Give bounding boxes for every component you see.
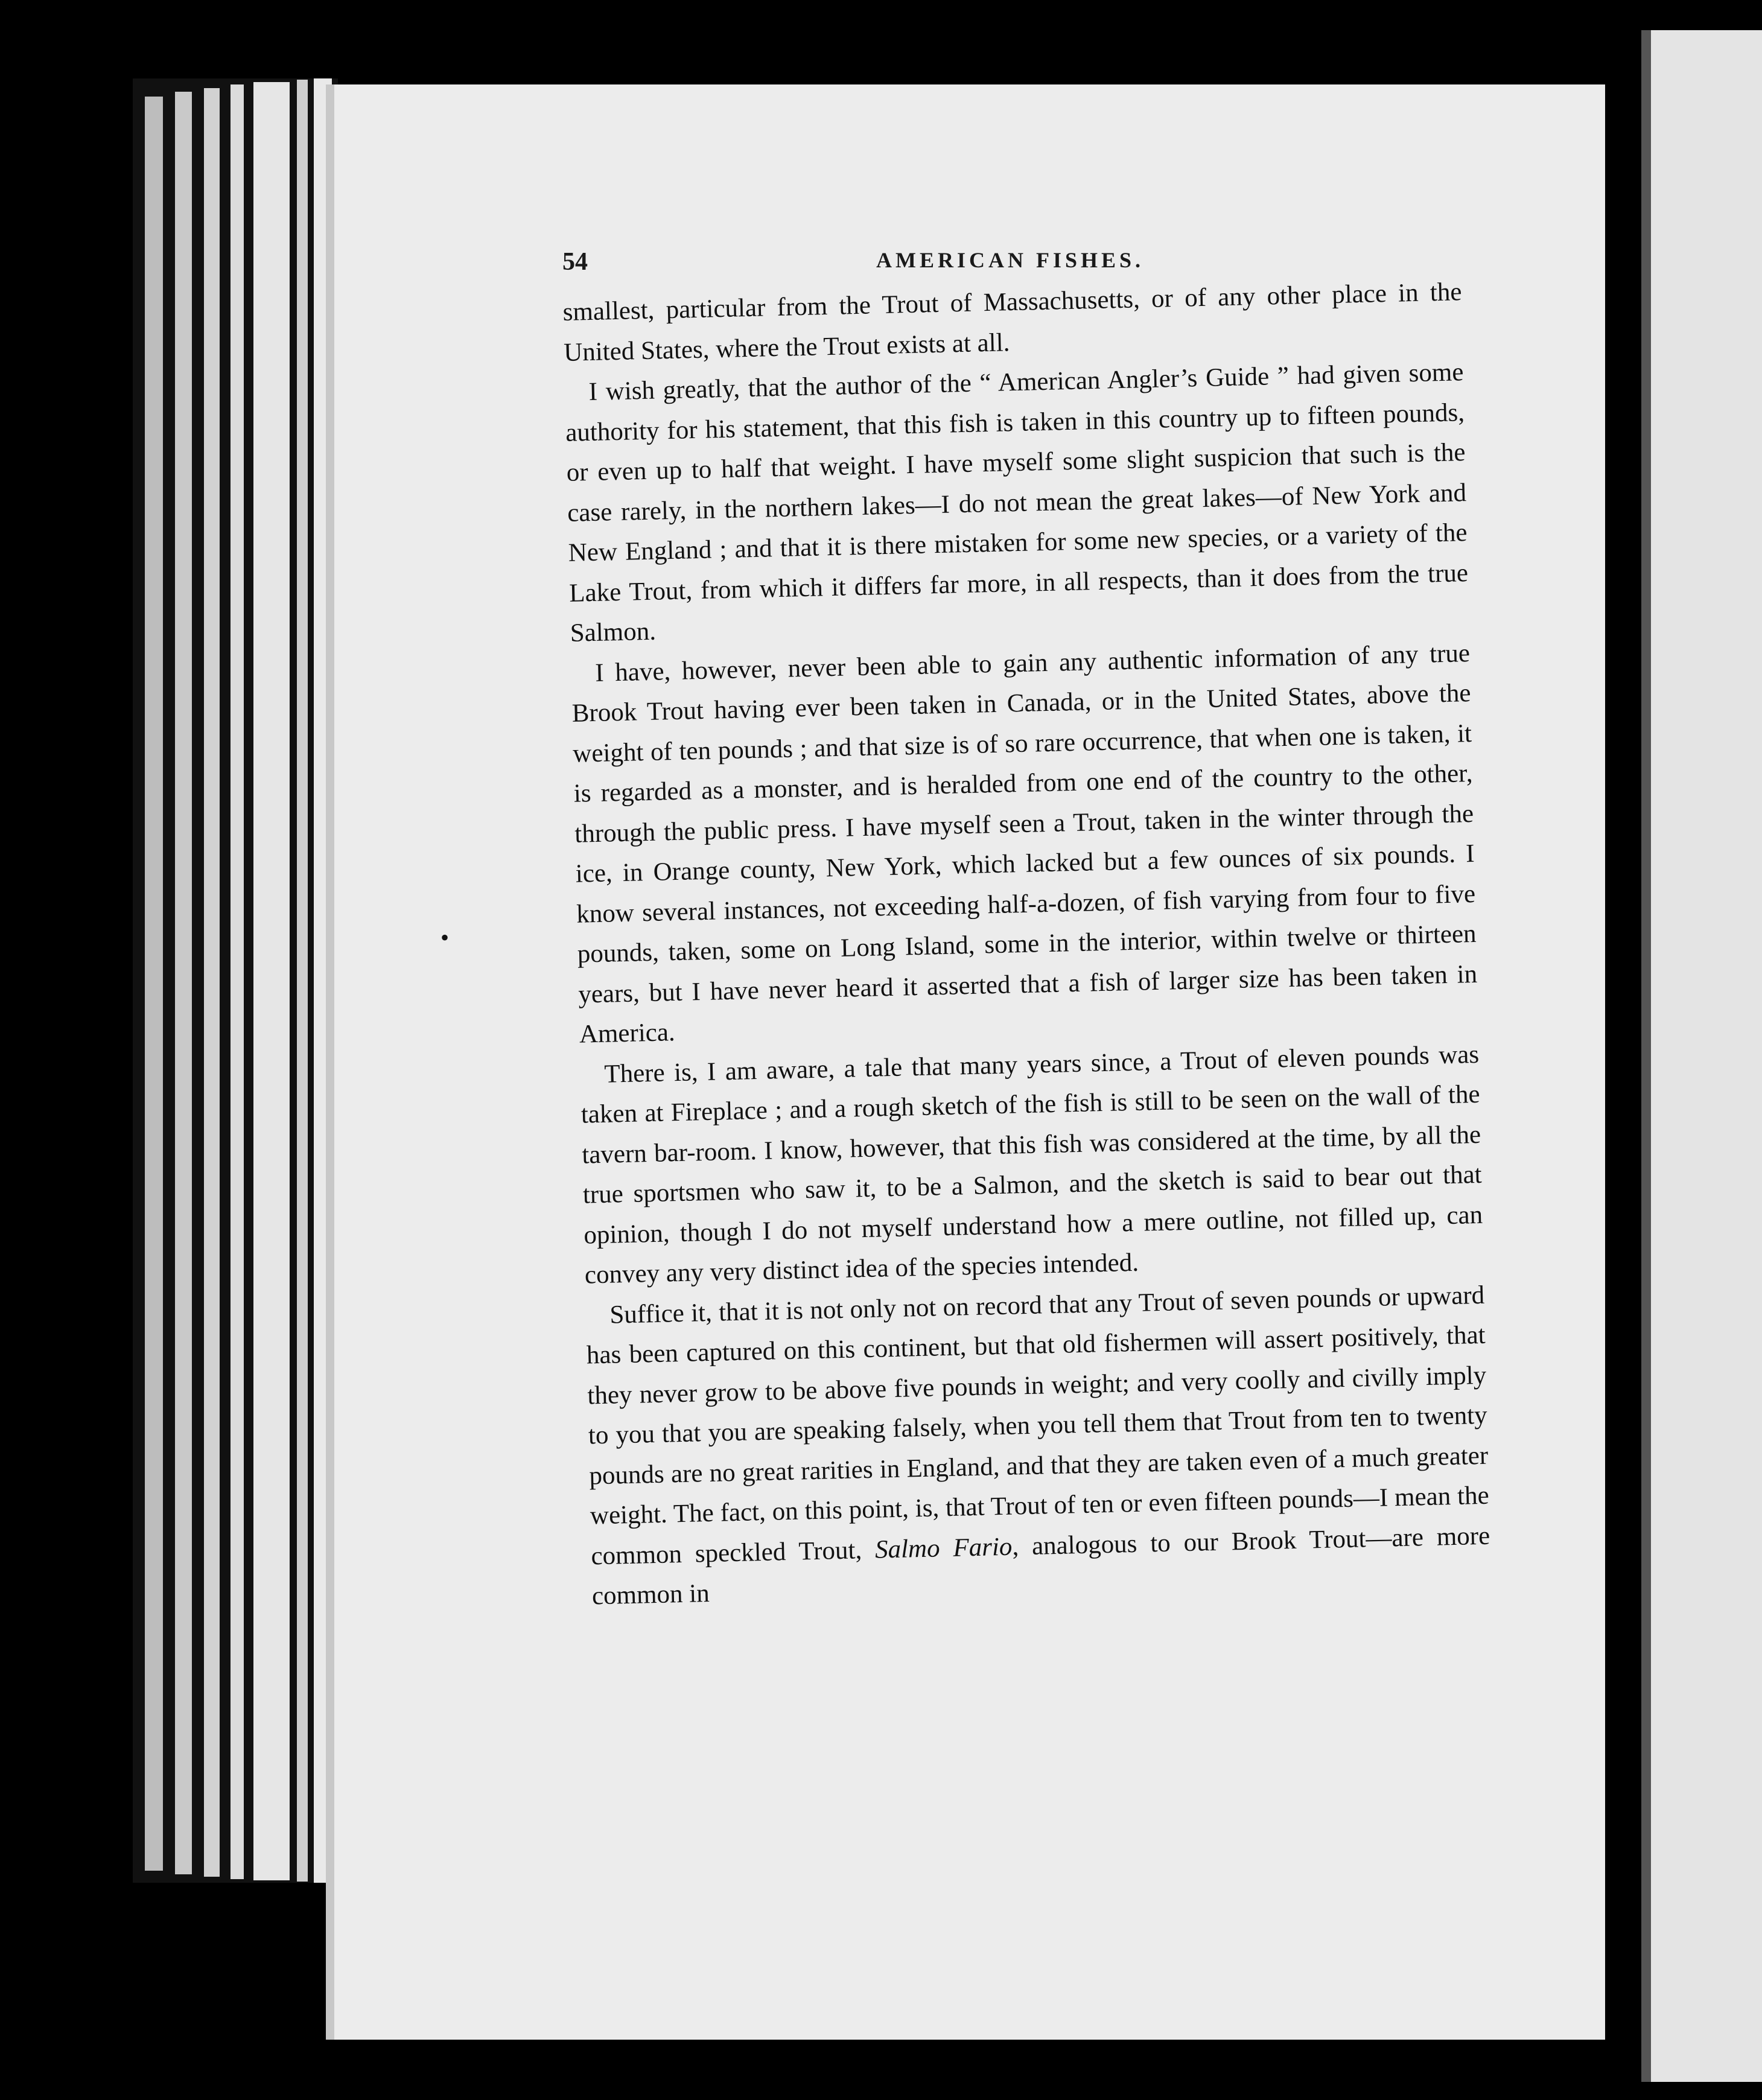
paragraph: There is, I am aware, a tale that many years since, a Trout of eleven pounds was taken at Fireplace ; and a rough sketch of the fish is still to be seen on the wall of the tavern bar-room. I know, however, that this fish was considered at the time, by all the true sportsmen who saw it, to be a Salmon, and the sketch is said to bear out that opinion, though I do not myself understand how a mere outline, not filled up, can convey any very distinct idea of the species intended. [580,1040,1483,1290]
paragraph [585,1275,1492,1617]
paragraph-text: , analogous to our Brook Trout—are more common in [591,1521,1490,1611]
paragraph: I have, however, never been able to gain any authentic information of any true Brook Trout having ever been taken in Canada, or in the United States, above the weight of ten pounds ; and that size is of so rare occurrence, that when one is taken, it is regarded as a monster, and is heralded from one end of the country to the other, through the public press. I have myself seen a Trout, taken in the winter through the ice, in Orange county, New York, which lacked but a few ounces of six pounds. I know several instances, not exceeding half-a-dozen, of fish varying from four to five pounds, taken, some on Long Island, some in the interior, within twelve or thirteen years, but I have never heard it asserted that a fish of larger size has been taken in America. [571,638,1478,1049]
page-edge [204,88,220,1877]
page-edge [231,84,244,1879]
page-edge [145,97,163,1871]
page-number: 54 [562,248,588,276]
paragraph: I wish greatly, that the author of the “ American Angler’s Guide ” had given some authority for his statement, that this fish is taken in this country up to fifteen pounds, or even up to half that weight. I have myself some slight suspicion that such is the case rarely, in the northern lakes—I do not mean the great lakes—of New York and New England ; and that it is there mistaken for some new species, or a variety of the Lake Trout, from which it differs far more, in all respects, than it does from the true Salmon. [565,358,1469,648]
page-edge [175,92,192,1874]
page-edge [253,82,290,1880]
paragraph: smallest, particular from the Trout of Massachusetts, or of any other place in the United States, where the Trout exists at all. [562,278,1462,367]
species-name: Salmo Fario [874,1532,1013,1564]
ink-speck: • [440,924,450,951]
body-text [562,272,1491,1617]
facing-page-edge [1641,30,1762,2082]
running-head: AMERICAN FISHES. [876,248,1145,272]
book-page-edges [133,78,338,1883]
page-edge [297,80,308,1882]
paragraph-text: Suffice it, that it is not only not on record that any Trout of seven pounds or upward has been captured on this continent, but that old fishermen will assert positively, that they never grow to be above five pounds in weight; and very coolly and civilly imply to you that you are speaking falsely, when you tell them that Trout from ten to twenty pounds are no great rarities in England, and that they are taken even of a much greater weight. The fact, on this point, is, that Trout of ten or even fifteen pounds—I mean the common speckled Trout, [586,1281,1490,1570]
book-page [326,84,1605,2040]
